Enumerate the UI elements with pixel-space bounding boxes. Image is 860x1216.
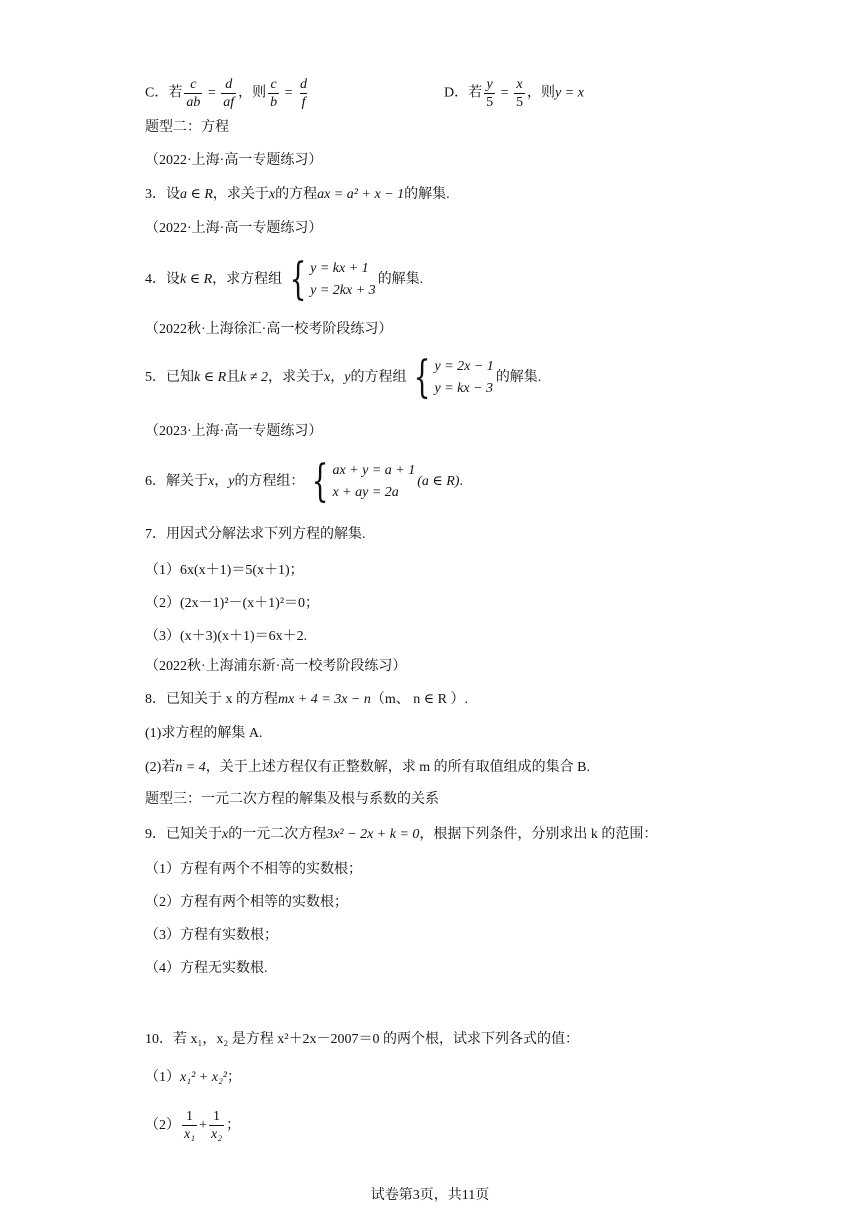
fraction [184, 76, 202, 111]
variable: x [222, 827, 229, 842]
condition: k ∈ R [180, 272, 213, 288]
text: ； [226, 1118, 241, 1133]
text: ，求关于 [212, 187, 269, 202]
question-stem: 8．已知关于 x 的方程 [145, 692, 278, 707]
fraction [484, 76, 495, 111]
question-5 [145, 352, 542, 403]
denominator: ab [186, 95, 201, 110]
question-7-part-1: （1）6x(x＋1)＝5(x＋1)； [145, 563, 304, 578]
brace-icon: { [312, 456, 329, 507]
denominator: 5 [516, 95, 524, 110]
text: 且 [226, 370, 241, 386]
brace-icon: { [289, 254, 307, 305]
source-tag: （2022秋·上海徐汇·高一校考阶段练习） [145, 322, 393, 337]
text: ， [214, 474, 229, 490]
fraction [268, 76, 279, 111]
option-d-label: D．若 [444, 85, 483, 101]
page-footer: 试卷第3页，共11页 [370, 1188, 490, 1203]
denominator: af [223, 95, 235, 110]
option-d: D．若 $\frac{y}{5}$ = $\frac{x}{5}$ ，则y = x [444, 77, 584, 110]
question-stem: 5．已知 [145, 370, 194, 386]
text: (2)若 [145, 760, 176, 775]
variable: x [208, 474, 215, 490]
variable: y [344, 370, 351, 386]
condition: k ∈ R [194, 370, 227, 386]
fraction [298, 76, 309, 111]
variable: x [268, 187, 276, 202]
condition: (a ∈ R) [417, 474, 460, 490]
question-8 [145, 690, 468, 710]
equation-row: y = kx − 3 [434, 381, 494, 396]
question-7-part-3: （3）(x＋3)(x＋1)＝6x＋2. [145, 629, 308, 644]
question-4 [145, 254, 424, 305]
text: ； [227, 1070, 242, 1085]
question-stem: 4．设 [145, 272, 180, 288]
question-stem: 3．设 [145, 187, 180, 202]
equation-row: y = kx + 1 [310, 261, 369, 276]
equation: ax = a² + x − 1 [317, 187, 405, 202]
text: ，根据下列条件，分别求出 k 的范围： [419, 827, 658, 842]
text: ，求关于 [268, 370, 325, 386]
denominator: b [270, 95, 278, 110]
text: ，求方程组 [212, 272, 283, 288]
option-c: C．若 $\frac{c}{ab}$ = $\frac{d}{af}$ ，则 $\frac{c}{b}$ = $\frac{d}{f}$ [145, 77, 308, 110]
fraction [221, 76, 236, 111]
text: 的解集. [495, 370, 542, 386]
text: 的方程组 [350, 370, 407, 386]
condition: k ≠ 2 [240, 370, 269, 386]
variable: x [324, 370, 331, 386]
source-tag: （2023·上海·高一专题练习） [145, 424, 323, 439]
condition: （m、 n ∈ R ）. [370, 692, 468, 707]
question-9-part-2: （2）方程有两个相等的实数根； [145, 895, 348, 910]
question-stem: 9．已知关于 [145, 827, 222, 842]
question-9-part-1: （1）方程有两个不相等的实数根； [145, 862, 362, 877]
numerator: c [270, 77, 277, 92]
question-9-part-3: （3）方程有实数根； [145, 928, 278, 943]
denominator: x₁ [184, 1127, 196, 1143]
numerator: d [225, 77, 233, 92]
section-heading-type3: 题型三：一元二次方程的解集及根与系数的关系 [145, 792, 439, 807]
equation-system [284, 254, 376, 305]
text: ，关于上述方程仅有正整数解，求 m 的所有取值组成的集合 B. [205, 760, 591, 775]
question-9-part-4: （4）方程无实数根. [145, 961, 268, 976]
question-10-part-2 [145, 1106, 240, 1146]
plus-sign: + [199, 1118, 207, 1133]
question-8-part-2 [145, 758, 590, 778]
text: 的方程 [275, 187, 318, 202]
equation-system [306, 456, 416, 507]
fraction [209, 1108, 224, 1143]
denominator: 5 [486, 95, 494, 110]
numerator: 1 [213, 1109, 221, 1125]
then-text: ，则 [527, 85, 556, 101]
equation: mx + 4 = 3x − n [278, 692, 371, 707]
question-8-part-1: (1)求方程的解集 A. [145, 726, 263, 741]
numerator: 1 [186, 1109, 194, 1125]
question-10-stem: 10．若 x₁，x₂ 是方程 x²＋2x－2007＝0 的两个根，试求下列各式的值： [145, 1032, 579, 1047]
section-heading-type2: 题型二：方程 [145, 120, 229, 135]
numerator: y [486, 77, 493, 92]
equation: 3x² − 2x + k = 0 [326, 827, 420, 842]
numerator: x [516, 77, 523, 92]
source-tag: （2022·上海·高一专题练习） [145, 221, 323, 236]
source-tag: （2022·上海·高一专题练习） [145, 153, 323, 168]
question-9 [145, 825, 657, 845]
question-6 [145, 456, 463, 507]
question-7-stem: 7．用因式分解法求下列方程的解集. [145, 527, 366, 542]
part-label: （1） [145, 1070, 180, 1085]
numerator: c [190, 77, 197, 92]
numerator: d [300, 77, 308, 92]
text: . [459, 474, 463, 490]
part-label: （2） [145, 1118, 180, 1133]
then-text: ，则 [238, 85, 267, 101]
question-3 [145, 185, 450, 205]
text: 的一元二次方程 [228, 827, 327, 842]
condition: n = 4 [175, 760, 206, 775]
text: 的解集. [404, 187, 450, 202]
equation-system [408, 352, 494, 403]
brace-icon: { [414, 352, 431, 403]
source-tag: （2022秋·上海浦东新·高一校考阶段练习） [145, 659, 407, 674]
text: 的解集. [377, 272, 424, 288]
denominator: f [301, 95, 306, 110]
equation-row: y = 2x − 1 [434, 359, 494, 374]
denominator: x₂ [211, 1127, 223, 1143]
equation-row: ax + y = a + 1 [332, 463, 416, 478]
question-7-part-2: （2）(2x－1)²－(x＋1)²＝0； [145, 596, 320, 611]
question-10-part-1 [145, 1068, 241, 1088]
condition: a ∈ R [180, 187, 213, 202]
equation-row: x + ay = 2a [332, 485, 399, 500]
question-stem: 6．解关于 [145, 474, 208, 490]
result-equation: y = x [555, 85, 584, 101]
fraction [514, 76, 525, 111]
text: ， [330, 370, 345, 386]
fraction [182, 1108, 197, 1143]
variable: y [228, 474, 235, 490]
option-c-label: C．若 [145, 85, 183, 101]
text: 的方程组： [234, 474, 305, 490]
expression: x₁² + x₂² [180, 1070, 228, 1085]
equation-row: y = 2kx + 3 [310, 283, 376, 298]
